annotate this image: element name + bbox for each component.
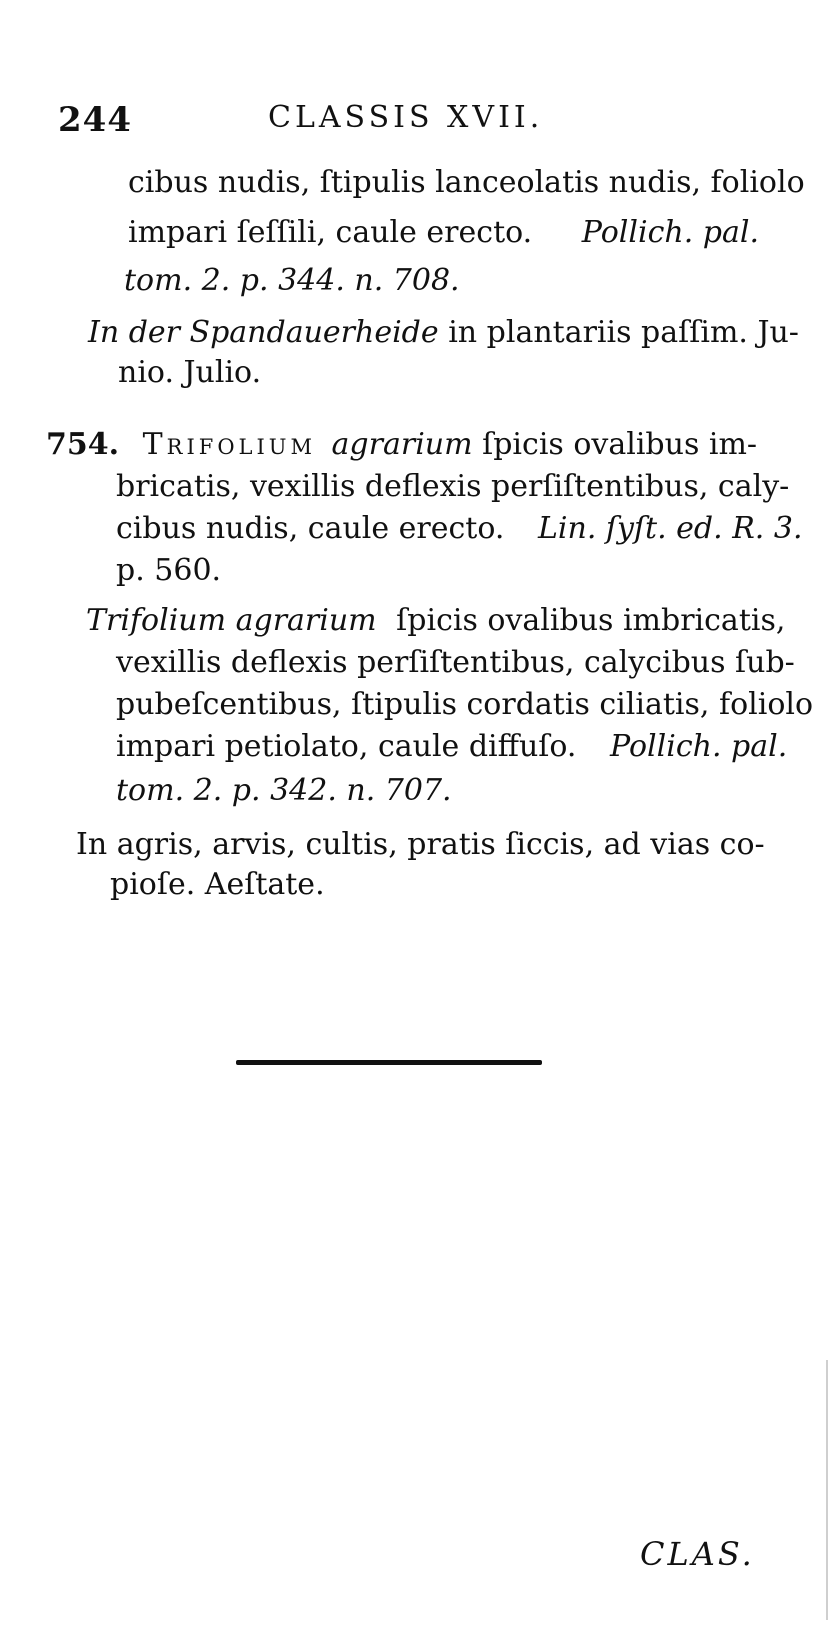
entry-754-line-1 bbox=[46, 427, 758, 462]
catchword: CLAS. bbox=[640, 1535, 755, 1573]
page-number: 244 bbox=[58, 100, 132, 140]
entry-754-description-end: cibus nudis, caule erecto. bbox=[116, 511, 505, 546]
synonym-line-1 bbox=[86, 603, 786, 638]
entry-753-habitat-line-2: nio. Julio. bbox=[118, 355, 262, 390]
page-edge bbox=[826, 1360, 828, 1620]
synonym-line-2: vexillis deflexis perſiſtentibus, calycibus ſub- bbox=[116, 645, 795, 680]
synonym-line-4 bbox=[116, 729, 788, 764]
entry-754-line-2: bricatis, vexillis deflexis perſiſtentibus, caly- bbox=[116, 469, 790, 504]
entry-753-line-1: cibus nudis, ſtipulis lanceolatis nudis, foliolo bbox=[128, 165, 805, 200]
synonym-description-start: ſpicis ovalibus imbricatis, bbox=[396, 603, 786, 638]
species-name: agrarium bbox=[331, 427, 473, 462]
entry-753-habitat-line-1 bbox=[88, 315, 799, 350]
entry-753-description-end: impari ſeſſili, caule erecto. bbox=[128, 215, 533, 250]
section-rule bbox=[236, 1060, 542, 1065]
entry-753-reference: Pollich. pal. bbox=[581, 215, 759, 250]
page-header bbox=[58, 100, 770, 140]
entry-754-habitat-line-1: In agris, arvis, cultis, pratis ſiccis, ad vias co- bbox=[76, 827, 765, 862]
synonym-reference: Pollich. pal. bbox=[610, 729, 788, 764]
entry-754-description-start: ſpicis ovalibus im- bbox=[482, 427, 758, 462]
running-head: CLASSIS XVII. bbox=[268, 100, 544, 135]
entry-754-line-3 bbox=[116, 511, 803, 546]
entry-753-line-3: tom. 2. p. 344. n. 708. bbox=[124, 263, 460, 298]
entry-754-line-4: p. 560. bbox=[116, 553, 222, 588]
synonym-line-5: tom. 2. p. 342. n. 707. bbox=[116, 773, 452, 808]
entry-754-habitat-line-2: pioſe. Aeſtate. bbox=[110, 867, 325, 902]
synonym-name: Trifolium agrarium bbox=[86, 603, 377, 638]
genus-name: Trifolium bbox=[142, 427, 316, 462]
entry-754-reference: Lin. ſyſt. ed. R. 3. bbox=[537, 511, 803, 546]
habitat-text: in plantariis paſſim. Ju- bbox=[448, 315, 799, 350]
synonym-line-3: pubeſcentibus, ſtipulis cordatis ciliatis, foliolo bbox=[116, 687, 814, 722]
entry-753-line-2 bbox=[128, 215, 759, 250]
habitat-location: In der Spandauerheide bbox=[88, 315, 439, 350]
entry-number: 754. bbox=[46, 427, 120, 462]
synonym-description-end: impari petiolato, caule diffuſo. bbox=[116, 729, 577, 764]
